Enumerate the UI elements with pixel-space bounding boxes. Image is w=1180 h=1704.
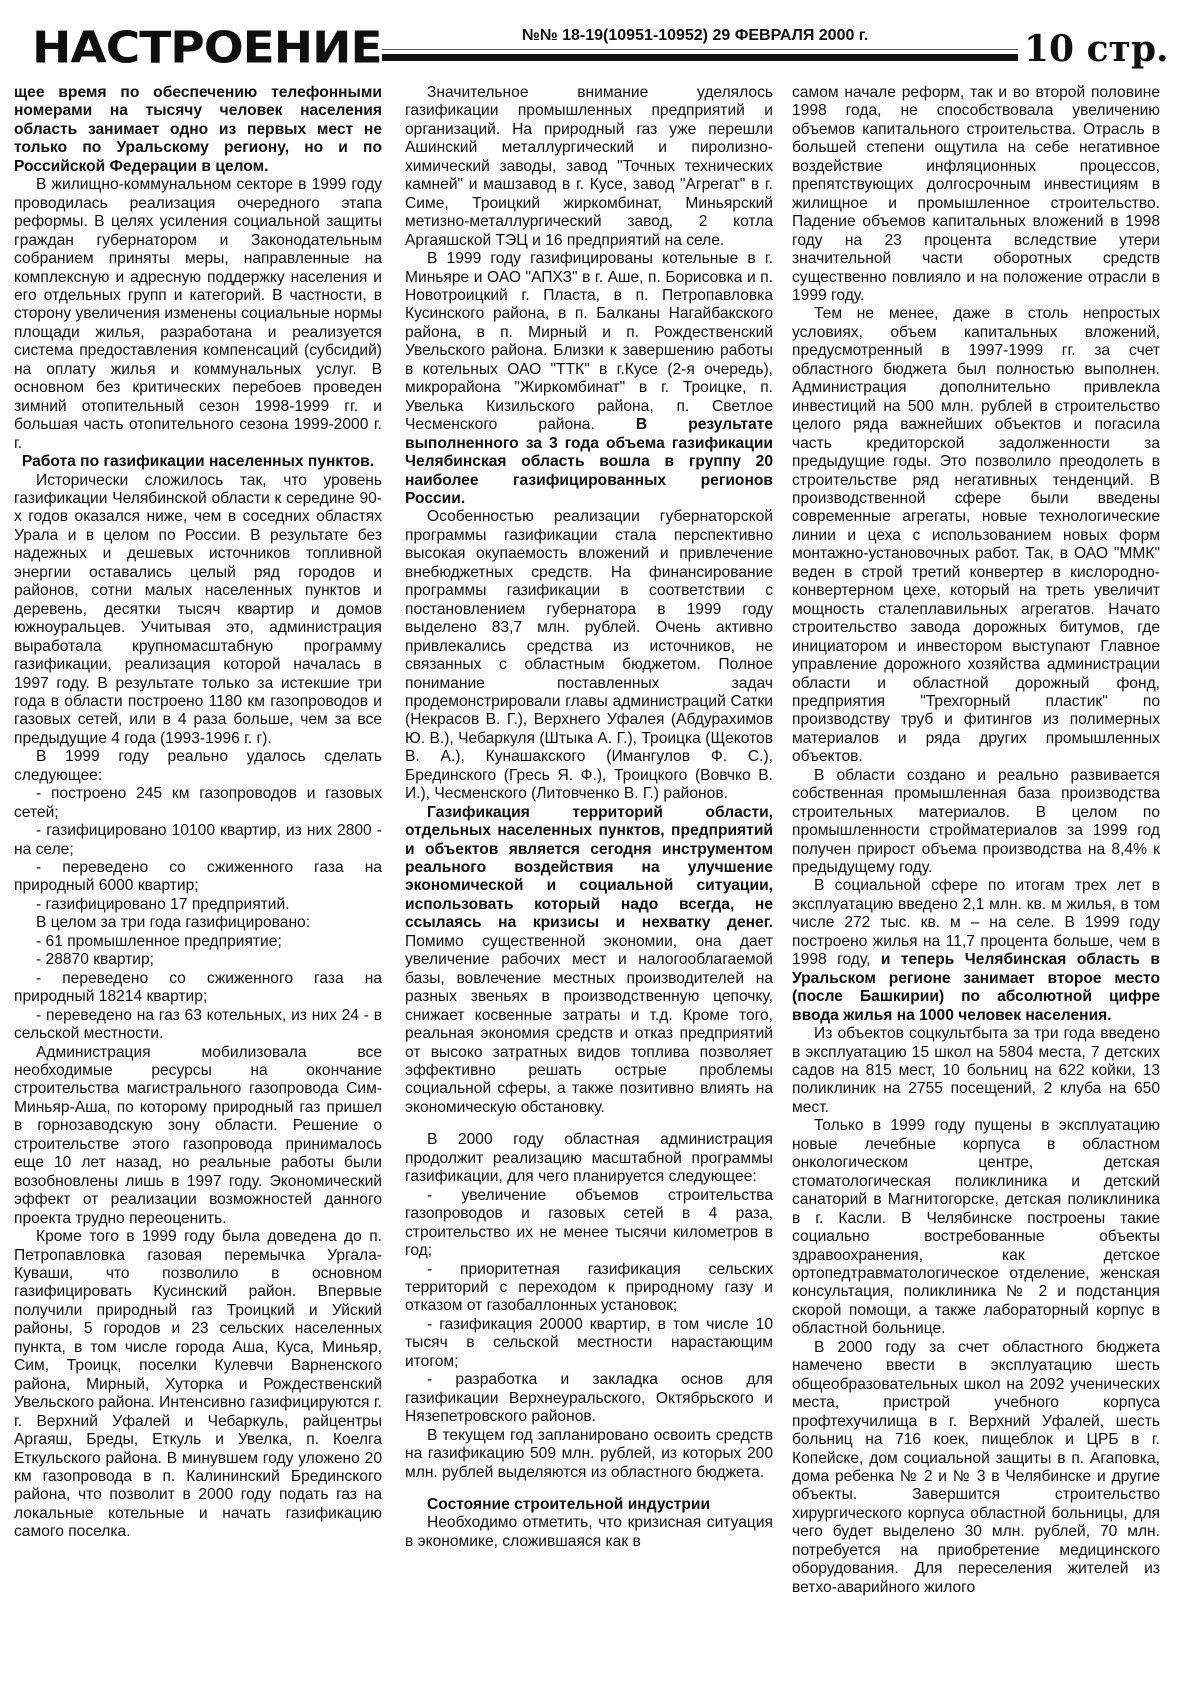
article-column-2 [405,84,773,1694]
paragraph-emphasis: Газификация территорий области, отдельных населенных пунктов, предприятий и объектов является сегодня инструментом реального воздействия на улучшение экономической и социальной ситуации, использовать который надо всегда, не ссылаясь на кризисы и нехватку денег. [405,803,773,932]
list-item: - газификация 20000 квартир, в том числе 10 тысяч в сельской местности нарастающим итогом; [405,1315,773,1370]
paragraph: В жилищно-коммунальном секторе в 1999 году проводилась реализация очередного этапа реформы. В целях усиления социальной защиты граждан губернатором и Законодательным собранием приняты меры, направленные на комплексную и адресную поддержку населения и его отдельных групп и категорий. В частности, в сторону увеличения изменены социальные нормы площади жилья, разработана и реализуется система предоставления компенсаций (субсидий) на оплату жилья и коммунальных услуг. В основном без критических перебоев проведен зимний отопительный сезон 1998-1999 гг. и большая часть отопительного сезона 1999-2000 г. г. [14,176,382,452]
header-rule [382,54,1018,61]
list-item: - газифицировано 17 предприятий. [36,895,290,913]
paragraph-text: В социальной сфере по итогам трех лет в эксплуатацию введено 2,1 млн. кв. м жилья, в том числе 272 тыс. кв. м – на селе. В 1999 году построено жилья на 11,7 процента больше, чем в 1998 году, [792,877,1160,969]
newspaper-masthead: НАСТРОЕНИЕ [32,23,382,74]
list-item: - увеличение объемов строительства газопроводов и газовых сетей в 4 раза, строительство их не менее тысячи километров в год; [405,1186,773,1260]
paragraph-text: Помимо существенной экономии, она дает увеличение рабочих мест и налогооблагаемой базы, вовлечение местных производителей на разных звеньях в производственную цепочку, снижает косвенные затраты и т.д. Кроме того, реальная экономия средств и отказ предприятий от высоко затратных видов топлива позволяет эффективно решать острые проблемы социальной сферы, а также позитивно влиять на экономическую обстановку. [405,932,773,1116]
paragraph: В 2000 году за счет областного бюджета намечено ввести в эксплуатацию шесть общеобразовательных школ на 2092 ученических места, пристрой учебного корпуса профтехучилища в г. Верхний Уфалей, шесть больниц на 716 коек, пищеблок и ЦРБ в г. Копейске, дом социальной защиты в п. Агаповка, дома ребенка № 2 и № 3 в Челябинске и другие объекты. Завершится строительство хирургического корпуса областной больницы, для чего будет выделено 30 млн. рублей, 70 млн. потребуется на приобретение медицинского оборудования. Для переселения жителей из ветхо-аварийного жилого [792,1338,1160,1596]
paragraph: Из объектов соцкультбыта за три года введено в эксплуатацию 15 школ на 5804 места, 7 детских садов на 815 мест, 10 больниц на 622 койки, 13 поликлиник на 2755 посещений, 2 клуба на 650 мест. [792,1025,1160,1116]
paragraph: самом начале реформ, так и во второй половине 1998 года, не способствовала увеличению объемов капитального строительства. Отрасль в большей степени ощутила на себе негативное воздействие инфляционных процессов, препятствующих долгосрочным инвестициям в жилищное и промышленное строительство. Падение объемов капитальных вложений в 1998 году на 23 процента вследствие утери значительной части оборотных средств существенно повлияло и на положение отрасли в 1999 году. [792,84,1160,304]
list-item: - 61 промышленное предприятие; [36,932,282,950]
page-number: 10 стр. [1024,28,1169,70]
article-column-1 [14,84,382,1694]
paragraph: Необходимо отметить, что кризисная ситуация в экономике, сложившаяся как в [405,1514,773,1550]
list-item: - разработка и закладка основ для газификации Верхнеуральского, Октябрьского и Нязепетровского районов. [405,1371,773,1426]
paragraph-emphasis: и теперь Челябинская область в Уральском регионе занимает второе место (после Башкирии) по абсолютной цифре ввода жилья на 1000 человек населения. [792,951,1160,1024]
list-item: - переведено со сжиженного газа на природный 6000 квартир; [14,859,382,895]
list-item: - переведено со сжиженного газа на природный 18214 квартир; [14,969,382,1006]
page-header [0,0,1180,86]
paragraph: В целом за три года газифицировано: [36,914,311,932]
list-item: - приоритетная газификация сельских территорий с переходом к природному газу и отказом от газобаллонных установок; [405,1260,773,1315]
paragraph: Тем не менее, даже в столь непростых условиях, объем капитальных вложений, предусмотренный в 1997-1999 гг. за счет областного бюджета был полностью выполнен. Администрация дополнительно привлекла инвестиций на 500 млн. рублей в строительство целого ряда важнейших объектов и погасила часть кредиторской задолженности за предыдущие годы. Это позволило преодолеть в строительстве ряд негативных тенденций. В производственной сфере были введены современные агрегаты, новые технологические линии и цеха с использованием новых форм монтажно-установочных работ. Так, в ОАО "ММК" веден в строй третий конвертер в кислородно-конвертерном цехе, который на треть увеличит мощность сталеплавильных агрегатов. Начато строительство завода дорожных битумов, где инициатором и инвестором выступают Главное управление дорожного хозяйства администрации области и областной дорожный фонд, предприятия "Трехгорный пластик" по производству труб и фитингов из полимерных материалов и ряда других промышленных объектов. [792,305,1160,766]
paragraph-emphasis: В результате выполненного за 3 года объема газификации Челябинская область вошла в группу 20 наиболее газифицированных регионов России. [405,416,773,507]
article-column-3 [792,84,1160,1694]
paragraph [792,877,1160,1025]
section-heading: Состояние строительной индустрии [427,1495,711,1513]
list-item: - 28870 квартир; [36,951,155,969]
list-item: - построено 245 км газопроводов и газовых сетей; [14,785,382,821]
paragraph: Значительное внимание уделялось газификации промышленных предприятий и организаций. На природный газ уже перешли Ашинский металлургический и пиролизно-химический заводы, завод "Точных технических камней" и машзавод в г. Кусе, завод "Агрегат" в г. Симе, Троицкий жиркомбинат, Миньярский метизно-металлургический завод, 2 котла Аргаяшской ТЭЦ и 16 предприятий на селе. [405,84,773,249]
paragraph: В 2000 году областная администрация продолжит реализацию масштабной программы газификации, для чего планируется следующее: [405,1131,773,1186]
list-item: - переведено на газ 63 котельных, из них 24 - в сельской местности. [14,1006,382,1043]
paragraph: В области создано и реально развивается собственная промышленная база производства строительных материалов. В целом по промышленности стройматериалов за 1999 год получен прирост объема производства на 8,4% к предыдущему году. [792,766,1160,877]
paragraph-text: В 1999 году газифицированы котельные в г. Миньяре и ОАО "АПХЗ" в г. Аше, п. Борисовка и п. Новотроицкий г. Пласта, в п. Петропавловка Кусинского района, в п. Балканы Нагайбакского района, в п. Мирный и п. Рождественский Увельского района. Близки к завершению работы в котельных ОАО "ТТК" в г.Кусе (2-я очередь), микрорайона "Жиркомбинат" в г. Троицке, п. Увелька Кизильского района, п. Светлое Чесменского района. [405,250,773,434]
paragraph [405,804,773,1118]
list-item: - газифицировано 10100 квартир, из них 2800 - на селе; [14,822,382,858]
section-heading: Работа по газификации населенных пунктов. [21,453,375,471]
paragraph: Только в 1999 году пущены в эксплуатацию новые лечебные корпуса в областном онкологическом центре, детская стоматологическая поликлиника и детский санаторий в Магнитогорске, детская поликлиника в г. Касли. В Челябинске построены такие социально востребованные объекты здравоохранения, как детское ортопедтравматологическое отделение, женская консультация, поликлиника № 2 и подстанция скорой помощи, а также лабораторный корпус в областной больнице. [792,1117,1160,1338]
header-rule-thin [382,49,1018,50]
paragraph: щее время по обеспечению телефонными номерами на тысячу человек населения область занимает одно из первых мест не только по Уральскому региону, но и по Российской Федерации в целом. [14,84,382,175]
paragraph: Исторически сложилось так, что уровень газификации Челябинской области к середине 90-х годов оказался ниже, чем в соседних областях Урала и в целом по России. В результате без надежных и дешевых источников топливной энергии оставались целый ряд городов и районов, сотни малых населенных пунктов и деревень, десятки тысяч квартир и домов южноуральцев. Учитывая это, администрация выработала крупномасштабную программу газификации, реализация которой началась в 1997 году. В результате только за истекшие три года в области построено 1180 км газопроводов и газовых сетей, или в 4 раза больше, чем за все предыдущие 4 года (1993-1996 г. г). [14,471,382,747]
paragraph: Администрация мобилизовала все необходимые ресурсы на окончание строительства магистрального газопровода Сим-Миньяр-Аша, по которому природный газ пришел в горнозаводскую зону области. Решение о строительстве этого газопровода принималось еще 10 лет назад, но реальные работы были возобновлены лишь в 1997 году. Экономический эффект от реализации возможностей данного проекта трудно переоценить. [14,1043,382,1227]
paragraph [405,250,773,508]
paragraph: В 1999 году реально удалось сделать следующее: [14,748,382,784]
issue-info: №№ 18-19(10951-10952) 29 ФЕВРАЛЯ 2000 г. [522,27,869,44]
paragraph: Кроме того в 1999 году была доведена до п. Петропавловка газовая перемычка Ургала-Куваши, что позволило в основном газифицировать Кусинский район. Впервые получили природный газ Троицкий и Уйский районы, 5 городов и 23 сельских населенных пункта, в том числе города Аша, Куса, Миньяр, Сим, Троицк, поселки Кулевчи Варненского района, Мирный, Хуторка и Рождественский Увельского района. Интенсивно газифицируются г. г. Верхний Уфалей и Чебаркуль, райцентры Аргаяш, Бреды, Еткуль и Увелка, п. Коелга Еткульского района. В минувшем году уложено 20 км газопровода в п. Калининский Брединского района, что позволит в 2000 году подать газ на локальные котельные и начать газификацию самого поселка. [14,1228,382,1541]
paragraph: Особенностью реализации губернаторской программы газификации стала перспективно высокая окупаемость вложений и привлечение внебюджетных средств. На финансирование программы газификации в соответствии с постановлением губернатора в 1999 году выделено 83,7 млн. рублей. Очень активно привлекались средства из источников, не связанных с областным бюджетом. Полное понимание поставленных задач продемонстрировали главы администраций Сатки (Некрасов В. Г.), Верхнего Уфалея (Абдурахимов Ю. В.), Чебаркуля (Штыка А. Г.), Троицка (Щекотов В. А.), Кунашакского (Имангулов Ф. С.), Брединского (Гресь Я. Ф.), Троицкого (Вовчко В. И.), Чесменского (Литовченко В. Г.) районов. [405,508,773,803]
paragraph: В текущем год запланировано освоить средств на газификацию 509 млн. рублей, из которых 200 млн. рублей выделяются из областного бюджета. [405,1426,773,1481]
